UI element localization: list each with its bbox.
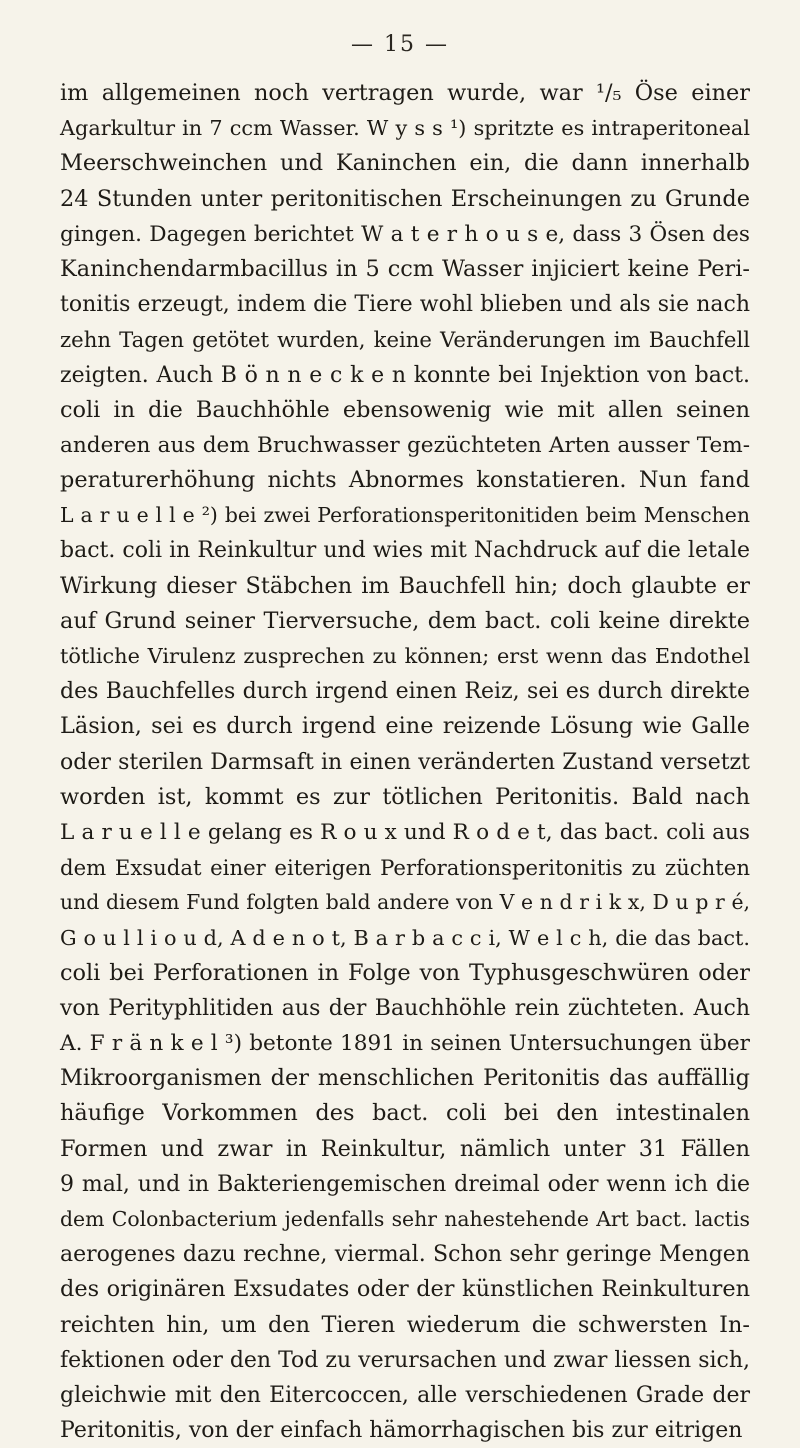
text-line: im allgemeinen noch vertragen wurde, war ¹/₅ Öse einer (60, 80, 750, 106)
text-line: peraturerhöhung nichts Abnormes konstatieren. Nun fand (60, 467, 750, 494)
text-line: anderen aus dem Bruchwasser gezüchteten Arten ausser Tem- (60, 432, 750, 458)
text-line: reichten hin, um den Tieren wiederum die schwersten In- (60, 1311, 750, 1338)
text-line: Peritonitis, von der einfach hämorrhagischen bis zur eitrigen (60, 1418, 743, 1444)
text-line: aerogenes dazu rechne, viermal. Schon sehr geringe Mengen (60, 1242, 750, 1268)
text-line: Wirkung dieser Stäbchen im Bauchfell hin; doch glaubte er (60, 572, 750, 599)
text-line: tonitis erzeugt, indem die Tiere wohl blieben und als sie nach (60, 292, 750, 318)
text-line: tötliche Virulenz zusprechen zu können; erst wenn das Endothel (60, 644, 750, 668)
text-line: Mikroorganismen der menschlichen Peritonitis das auffällig (60, 1065, 750, 1092)
text-line: Formen und zwar in Reinkultur, nämlich unter 31 Fällen (60, 1135, 750, 1162)
text-line: dem Exsudat einer eiterigen Perforationsperitonitis zu züchten (60, 855, 750, 881)
text-line: A. F r ä n k e l ³) betonte 1891 in seinen Untersuchungen über (60, 1031, 750, 1057)
body-text (60, 76, 750, 1448)
text-line: L a r u e l l e gelang es R o u x und R o d e t, das bact. coli aus (60, 819, 750, 845)
text-line: des Bauchfelles durch irgend einen Reiz, sei es durch direkte (60, 679, 750, 705)
text-line: Läsion, sei es durch irgend eine reizende Lösung wie Galle (60, 713, 750, 740)
text-line: dem Colonbacterium jedenfalls sehr nahestehende Art bact. lactis (60, 1207, 750, 1231)
text-line: Kaninchendarmbacillus in 5 ccm Wasser injiciert keine Peri- (60, 255, 750, 282)
text-line: von Perityphlitiden aus der Bauchhöhle rein züchteten. Auch (60, 995, 750, 1021)
text-line: fektionen oder den Tod zu verursachen und zwar liessen sich, (60, 1347, 750, 1373)
text-line: des originären Exsudates oder der künstlichen Reinkulturen (60, 1276, 750, 1303)
text-line: auf Grund seiner Tierversuche, dem bact. coli keine direkte (60, 607, 750, 634)
text-line: coli bei Perforationen in Folge von Typhusgeschwüren oder (60, 959, 750, 986)
text-line: G o u l l i o u d, A d e n o t, B a r b a c c i, W e l c h, die das bact. (60, 925, 750, 950)
text-line: zehn Tagen getötet wurden, keine Veränderungen im Bauchfell (60, 327, 750, 353)
text-line: 9 mal, und in Bakteriengemischen dreimal oder wenn ich die (60, 1171, 750, 1197)
text-line: 24 Stunden unter peritonitischen Erscheinungen zu Grunde (60, 185, 750, 212)
text-line: und diesem Fund folgten bald andere von V e n d r i k x, D u p r é, (60, 890, 750, 915)
text-line: coli in die Bauchhöhle ebensowenig wie mit allen seinen (60, 396, 750, 423)
text-line: gleichwie mit den Eitercoccen, alle verschiedenen Grade der (60, 1382, 750, 1408)
page-number: — 15 — (351, 32, 449, 57)
text-line: gingen. Dagegen berichtet W a t e r h o u s e, dass 3 Ösen des (60, 221, 750, 247)
text-line: worden ist, kommt es zur tötlichen Peritonitis. Bald nach (60, 783, 750, 810)
text-line: L a r u e l l e ²) bei zwei Perforationsperitonitiden beim Menschen (60, 503, 750, 528)
text-line: häufige Vorkommen des bact. coli bei den intestinalen (60, 1100, 750, 1127)
text-line: oder sterilen Darmsaft in einen veränderten Zustand versetzt (60, 749, 750, 775)
text-line: Meerschweinchen und Kaninchen ein, die dann innerhalb (60, 150, 750, 177)
text-line: bact. coli in Reinkultur und wies mit Nachdruck auf die letale (60, 538, 750, 564)
text-line: Agarkultur in 7 ccm Wasser. W y s s ¹) spritzte es intraperitoneal (60, 116, 750, 141)
text-line: zeigten. Auch B ö n n e c k e n konnte bei Injektion von bact. (60, 362, 750, 388)
